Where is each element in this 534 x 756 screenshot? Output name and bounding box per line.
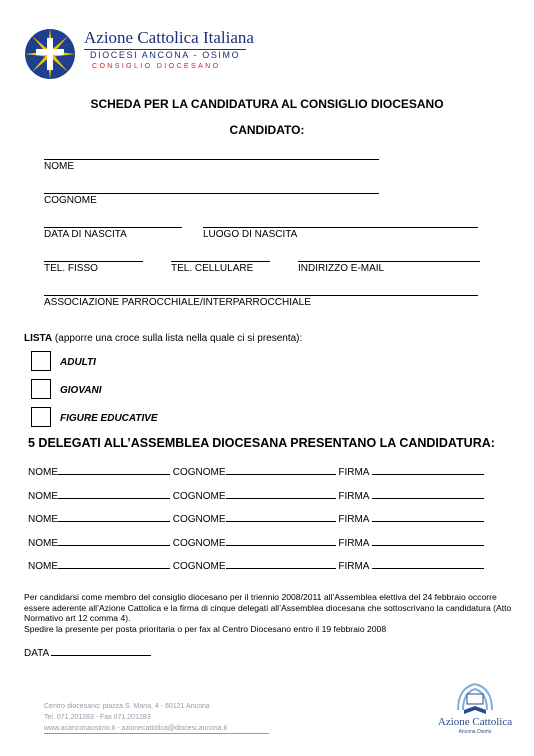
delegate-row — [28, 511, 484, 525]
delegate-cognome-label: COGNOME — [172, 514, 226, 525]
delegate-nome-label: NOME — [28, 467, 58, 478]
footnote-send: Spedire la presente per posta prioritaria o per fax al Centro Diocesano entro il 19 febbraio 2008 — [24, 623, 387, 634]
figure-educative-label: FIGURE EDUCATIVE — [60, 413, 158, 424]
lista-label: LISTA — [24, 333, 53, 344]
delegate-nome-field[interactable] — [58, 488, 170, 499]
delegate-firma-field[interactable] — [372, 511, 484, 522]
delegate-cognome-field[interactable] — [226, 558, 336, 569]
lista-instruction-text: (apporre una croce sulla lista nella quale ci si presenta): — [52, 333, 303, 344]
footer-web: www.acanconaosimo.it - azionecattolica@diocesi.ancona.it — [44, 725, 227, 732]
aci-logo-icon — [24, 28, 76, 80]
email-label: INDIRIZZO E-MAIL — [298, 263, 385, 274]
delegate-nome-label: NOME — [28, 561, 58, 572]
data-label: DATA — [24, 648, 49, 659]
associazione-field[interactable] — [44, 295, 478, 296]
data-row — [24, 645, 151, 659]
delegate-firma-label: FIRMA — [338, 491, 369, 502]
footer-logo-sub: Ancona Osimo — [458, 729, 492, 735]
footer-divider — [44, 733, 269, 734]
adulti-checkbox[interactable] — [31, 351, 51, 371]
adulti-label: ADULTI — [60, 357, 96, 368]
delegate-cognome-label: COGNOME — [172, 491, 226, 502]
delegate-nome-field[interactable] — [58, 558, 170, 569]
org-council: CONSIGLIO DIOCESANO — [92, 63, 221, 70]
delegate-row — [28, 464, 484, 478]
cognome-field[interactable] — [44, 193, 379, 194]
tel-cellulare-field[interactable] — [171, 261, 270, 262]
delegate-cognome-field[interactable] — [226, 511, 336, 522]
associazione-label: ASSOCIAZIONE PARROCCHIALE/INTERPARROCCHIALE — [44, 297, 311, 308]
cognome-label: COGNOME — [44, 195, 97, 206]
delegate-row — [28, 535, 484, 549]
delegate-cognome-label: COGNOME — [172, 561, 226, 572]
delegate-row — [28, 488, 484, 502]
delegate-firma-label: FIRMA — [338, 561, 369, 572]
ac-ancona-logo-icon — [452, 680, 498, 720]
delegate-nome-field[interactable] — [58, 535, 170, 546]
lista-instruction — [24, 333, 302, 344]
delegate-firma-field[interactable] — [372, 464, 484, 475]
tel-fisso-label: TEL. FISSO — [44, 263, 98, 274]
delegate-cognome-field[interactable] — [226, 535, 336, 546]
data-field[interactable] — [51, 645, 151, 656]
delegate-firma-label: FIRMA — [338, 467, 369, 478]
figure-educative-checkbox[interactable] — [31, 407, 51, 427]
delegate-firma-field[interactable] — [372, 558, 484, 569]
delegate-nome-field[interactable] — [58, 464, 170, 475]
footer-logo-text: Azione Cattolica — [437, 716, 513, 728]
delegati-heading: 5 DELEGATI ALL’ASSEMBLEA DIOCESANA PRESENTANO LA CANDIDATURA: — [28, 436, 495, 450]
delegate-cognome-label: COGNOME — [172, 538, 226, 549]
delegate-nome-label: NOME — [28, 538, 58, 549]
org-name: Azione Cattolica Italiana — [84, 28, 254, 47]
footer-phone: Tel. 071.201283 - Fax 071.201283 — [44, 714, 151, 721]
data-nascita-field[interactable] — [44, 227, 182, 228]
delegate-firma-field[interactable] — [372, 488, 484, 499]
footnote-text: Per candidarsi come membro del consiglio diocesano per il triennio 2008/2011 all’Assemblea elettiva del 24 febbraio occorre essere aderente all’Azione Cattolica e la firma di cinque delegati all’Assemblea diocesana che sottoscrivano la candidatura (Atto Normativo art 12 comma 4). — [24, 592, 512, 623]
tel-fisso-field[interactable] — [44, 261, 143, 262]
delegate-nome-label: NOME — [28, 491, 58, 502]
delegate-row — [28, 558, 484, 572]
delegate-nome-field[interactable] — [58, 511, 170, 522]
footnote — [24, 592, 514, 634]
email-field[interactable] — [298, 261, 480, 262]
nome-field[interactable] — [44, 159, 379, 160]
delegate-firma-label: FIRMA — [338, 538, 369, 549]
delegate-cognome-field[interactable] — [226, 464, 336, 475]
tel-cellulare-label: TEL. CELLULARE — [171, 263, 254, 274]
delegate-firma-label: FIRMA — [338, 514, 369, 525]
data-nascita-label: DATA DI NASCITA — [44, 229, 127, 240]
luogo-nascita-label: LUOGO DI NASCITA — [203, 229, 298, 240]
delegate-cognome-label: COGNOME — [172, 467, 226, 478]
delegate-firma-field[interactable] — [372, 535, 484, 546]
org-diocese: DIOCESI ANCONA - OSIMO — [90, 50, 241, 60]
nome-label: NOME — [44, 161, 74, 172]
delegate-nome-label: NOME — [28, 514, 58, 525]
luogo-nascita-field[interactable] — [203, 227, 478, 228]
delegate-cognome-field[interactable] — [226, 488, 336, 499]
giovani-checkbox[interactable] — [31, 379, 51, 399]
form-subtitle: CANDIDATO: — [229, 123, 305, 137]
footer-address: Centro diocesano: piazza S. Maria, 4 - 60121 Ancona — [44, 703, 210, 710]
form-title: SCHEDA PER LA CANDIDATURA AL CONSIGLIO DIOCESANO — [90, 97, 444, 111]
giovani-label: GIOVANI — [60, 385, 102, 396]
